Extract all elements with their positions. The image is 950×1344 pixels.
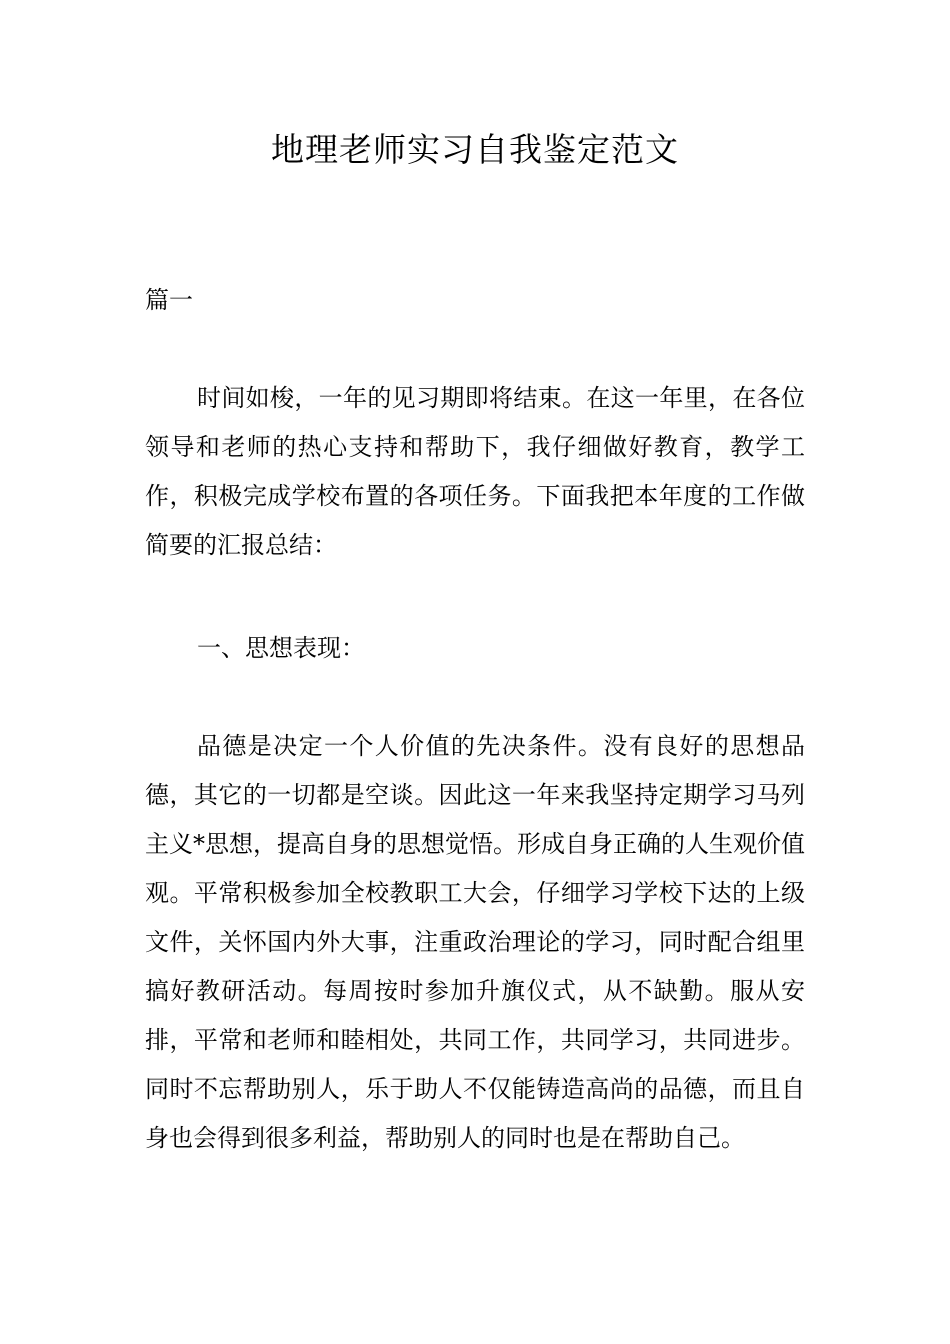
section-label: 篇一	[145, 286, 193, 314]
document-title: 地理老师实习自我鉴定范文	[271, 130, 679, 169]
paragraph-moral-character: 品德是决定一个人价值的先决条件。没有良好的思想品德，其它的一切都是空谈。因此这一年来我坚持定期学习马列主义*思想，提高自身的思想觉悟。形成自身正确的人生观价值观。平常积极参加全校教职工大会，仔细学习学校下达的上级文件，关怀国内外大事，注重政治理论的学习，同时配合组里搞好教研活动。每周按时参加升旗仪式，从不缺勤。服从安排，平常和老师和睦相处，共同工作，共同学习，共同进步。同时不忘帮助别人，乐于助人不仅能铸造高尚的品德，而且自身也会得到很多利益，帮助别人的同时也是在帮助自己。	[145, 732, 805, 1152]
paragraph-intro: 时间如梭，一年的见习期即将结束。在这一年里，在各位领导和老师的热心支持和帮助下，我仔细做好教育，教学工作，积极完成学校布置的各项任务。下面我把本年度的工作做简要的汇报总结：	[145, 384, 805, 559]
heading-thought-performance: 一、思想表现：	[197, 634, 365, 662]
